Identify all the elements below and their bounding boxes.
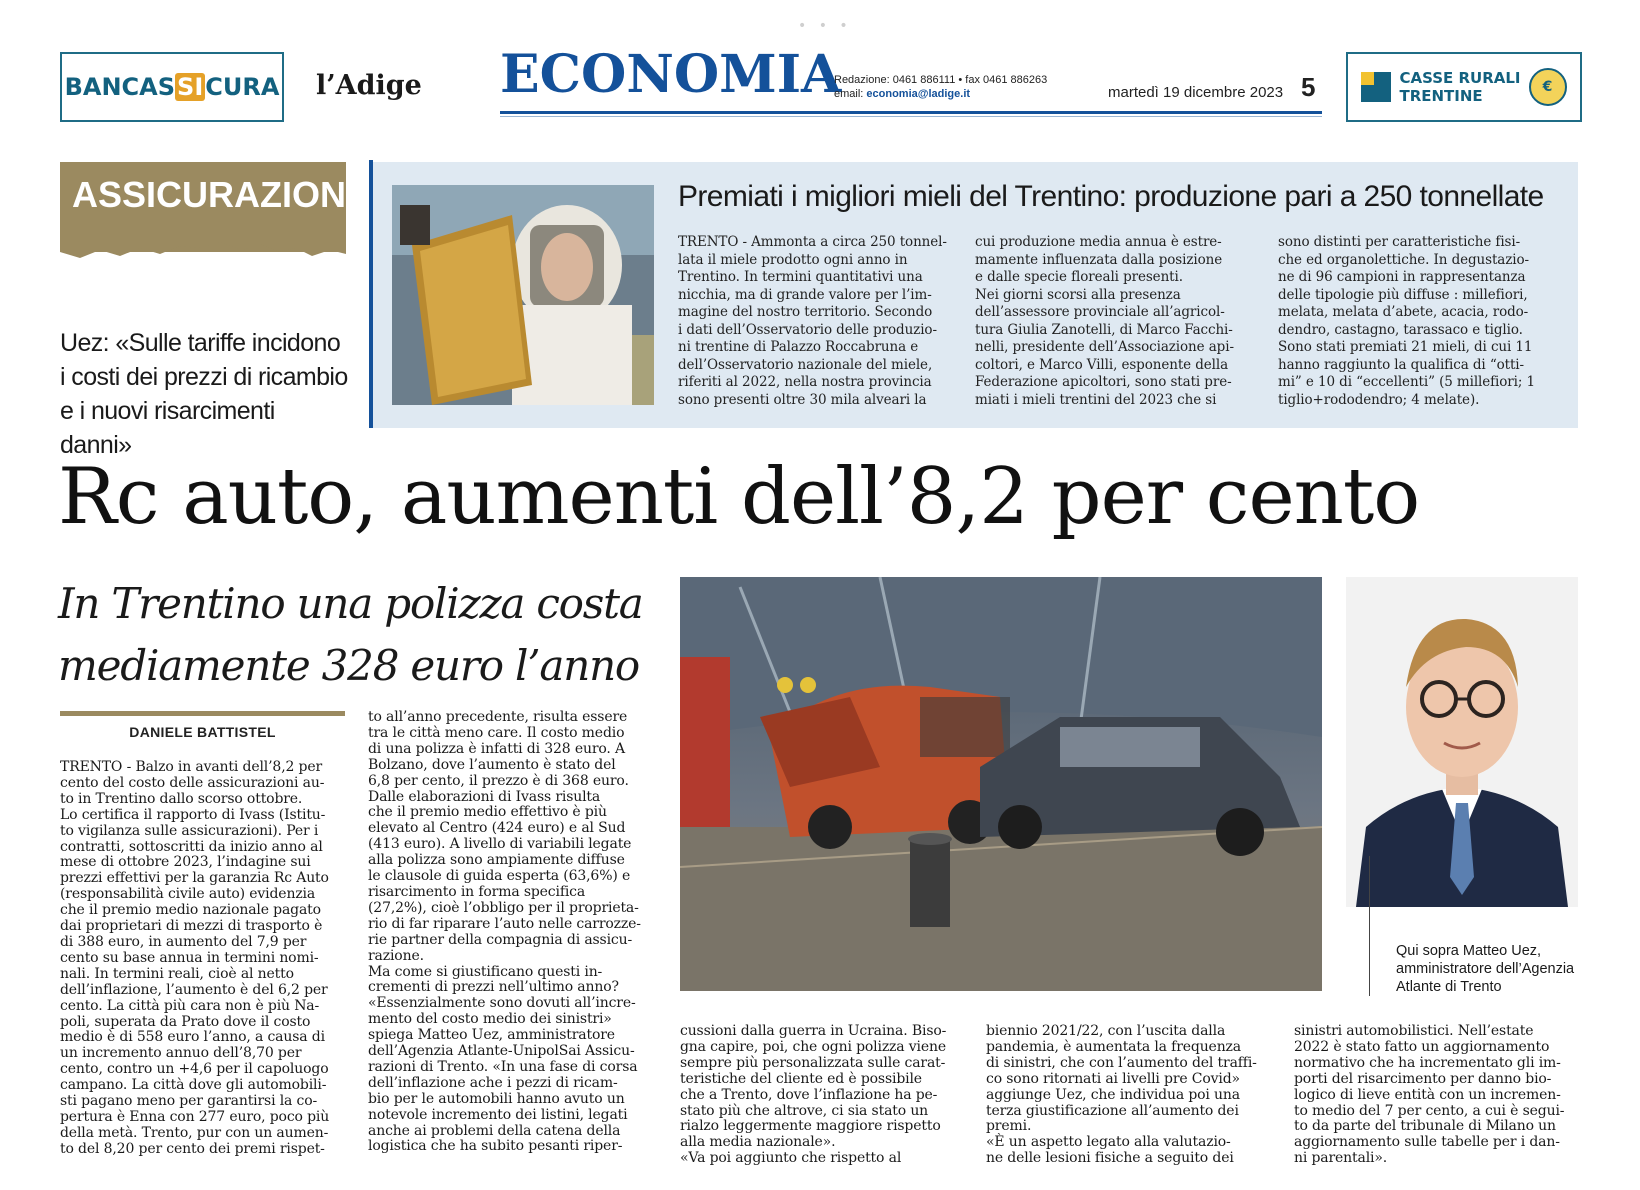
section-title: ECONOMIA [500, 44, 842, 105]
bancasicura-ad [60, 52, 284, 122]
seal-icon: € [1529, 68, 1567, 106]
article-column-5: sinistri automobilistici. Nell’estate 2022 è stato fatto un aggiornamento normativo che ha incrementato gli im- porti del risarcimento per danno bio- logico di lieve entità con un incremen- to medio del 7 per cento, a cui è segui- to da parte del tribunale di Milano un aggiornamento sulle tabelle per i dan- ni parentali». [1294, 1023, 1565, 1167]
byline-rule [60, 711, 345, 716]
subheadline: In Trentino una polizza costa mediamente 328 euro l’anno [58, 579, 643, 690]
car-crash-photo [680, 577, 1322, 991]
issue-date: martedì 19 dicembre 2023 [1108, 84, 1284, 101]
matteo-uez-portrait [1346, 577, 1578, 907]
honey-column-2: cui produzione media annua è estre- mamente influenzata dalla posizione e dalle specie floreali presenti. Nei giorni scorsi alla presenza dell’assessore provinciale all’agricol- tura Giulia Zanotelli, di Marco Facchi- nelli, presidente dell’Associazione api- coltori, e Marco Villi, esponente della Federazione apicoltori, sono stati pre- miati i mieli trentini del 2023 che si [975, 234, 1234, 408]
email-link[interactable]: economia@ladige.it [866, 88, 971, 100]
kicker-label: ASSICURAZIONI [72, 174, 357, 215]
article-column-1: TRENTO - Balzo in avanti dell’8,2 per cento del costo delle assicurazioni au- to in Trentino dallo scorso ottobre. Lo certifica il rapporto di Ivass (Istitu- to vigilanza sulle assicurazioni). Per i contratti, sottoscritti da inizio anno al mese di ottobre 2023, l’indagine sui prezzi effettivi per la garanzia Rc Auto (responsabilità civile auto) evidenzia che il premio medio nazionale pagato dai proprietari di mezzi di trasporto è di 388 euro, in aumento del 7,9 per cento su base annua in termini nomi- nali. In termini reali, cioè al netto dell’inflazione, l’aumento è del 6,2 per cento. La città più cara non è più Na- poli, superata da Prato dove il costo medio è di 558 euro l’anno, a causa di un incremento annuo dell’8,70 per cento, contro un +4,6 per il capoluogo campano. La città dove gli automobili- sti pagano meno per garantirsi la co- pertura è Enna con 277 euro, poco più della metà. Trento, pur con un aumen- to del 8,20 per cento dei premi rispet- [60, 759, 330, 1157]
photo-caption: Qui sopra Matteo Uez, amministratore dell’Agenzia Atlante di Trento [1396, 943, 1575, 995]
honey-headline: Premiati i migliori mieli del Trentino: produzione pari a 250 tonnellate [678, 180, 1544, 213]
casse-rurali-text: CASSE RURALI TRENTINE [1399, 69, 1521, 105]
byline: DANIELE BATTISTEL [129, 724, 276, 740]
header-rule [500, 111, 1322, 114]
caption-rule [1369, 856, 1370, 996]
main-headline: Rc auto, aumenti dell’8,2 per cento [58, 452, 1420, 542]
contact-info: Redazione: 0461 886111 • fax 0461 886263 email: economia@ladige.it [834, 74, 1048, 100]
casse-rurali-logo-icon [1361, 72, 1391, 102]
article-column-4: biennio 2021/22, con l’uscita dalla pandemia, è aumentata la frequenza di sinistri, che con l’aumento del traffi- co sono ritornati ai livelli pre Covid» aggiunge Uez, che individua poi una terza giustificazione all’aumento dei premi. «È un aspetto legato alla valutazio- ne delle lesioni fisiche a seguito dei [986, 1023, 1257, 1167]
honey-column-1: TRENTO - Ammonta a circa 250 tonnel- lata il miele prodotto ogni anno in Trentino. In termini quantitativi una nicchia, ma di grande valore per l’im- magine del nostro territorio. Secondo i dati dell’Osservatorio delle produzio- ni trentine di Palazzo Roccabruna e dell’Osservatorio nazionale del miele, riferiti al 2022, nella nostra provincia sono presenti oltre 30 mila alveari la [678, 234, 947, 408]
newspaper-logo: l’Adige [316, 70, 422, 101]
header-rule-thin [500, 116, 1322, 117]
article-column-2: to all’anno precedente, risulta essere tra le città meno care. Il costo medio di una polizza è infatti di 328 euro. A Bolzano, dove l’aumento è stato del 6,8 per cento, il prezzo è di 368 euro. Dalle elaborazioni di Ivass risulta che il premio medio effettivo è più elevato al Centro (424 euro) e al Sud (413 euro). A livello di variabili legate alla polizza sono ampiamente diffuse le clausole di guida esperta (63,6%) e risarcimento in forma specifica (27,2%), cioè l’obbligo per il proprieta- rio di far riparare l’auto nelle carrozze- rie partner della compagnia di assicu- razione. Ma come si giustificano questi in- crementi di prezzi nell’ultimo anno? «Essenzialmente sono dovuti all’incre- mento del costo medio dei sinistri» spiega Matteo Uez, amministratore dell’Agenzia Atlante-UnipolSai Assicu- razioni di Trento. «In una fase di corsa dell’inflazione ache i pezzi di ricam- bio per le automobili hanno avuto un notevole incremento dei listini, legati anche ai problemi della catena della logistica che ha subito pesanti riper- [368, 709, 641, 1155]
torn-edge [60, 236, 346, 262]
pull-quote: Uez: «Sulle tariffe incidono i costi dei prezzi di ricambio e i nuovi risarcimenti danni» [60, 329, 348, 459]
bancasicura-logo: BANCASSICURA [64, 73, 280, 101]
page-indicator-dots: • • • [798, 18, 852, 34]
honey-column-3: sono distinti per caratteristiche fisi- che ed organolettiche. In degustazio- ne di 96 campioni in rappresentanza delle tipologie più diffuse : millefiori, melata, melata d’abete, acacia, rodo- dendro, castagno, tarassaco e tiglio. Sono stati premiati 21 mieli, di cui 11 hanno raggiunto la qualifica di “otti- mi” e 10 di “eccellenti” (5 millefiori; 1 tiglio+rododendro; 4 melate). [1278, 234, 1536, 408]
beekeeper-photo [392, 185, 654, 405]
article-column-3: cussioni dalla guerra in Ucraina. Biso- gna capire, poi, che ogni polizza viene sempre più personalizzata sulle carat- teristiche del cliente ed è possibile che a Trento, dove l’inflazione ha pe- stato più che altrove, ci sia stato un rialzo leggermente maggiore rispetto alla media nazionale». «Va poi aggiunto che rispetto al [680, 1023, 947, 1167]
casse-rurali-ad [1346, 52, 1582, 122]
page-number: 5 [1301, 72, 1316, 102]
